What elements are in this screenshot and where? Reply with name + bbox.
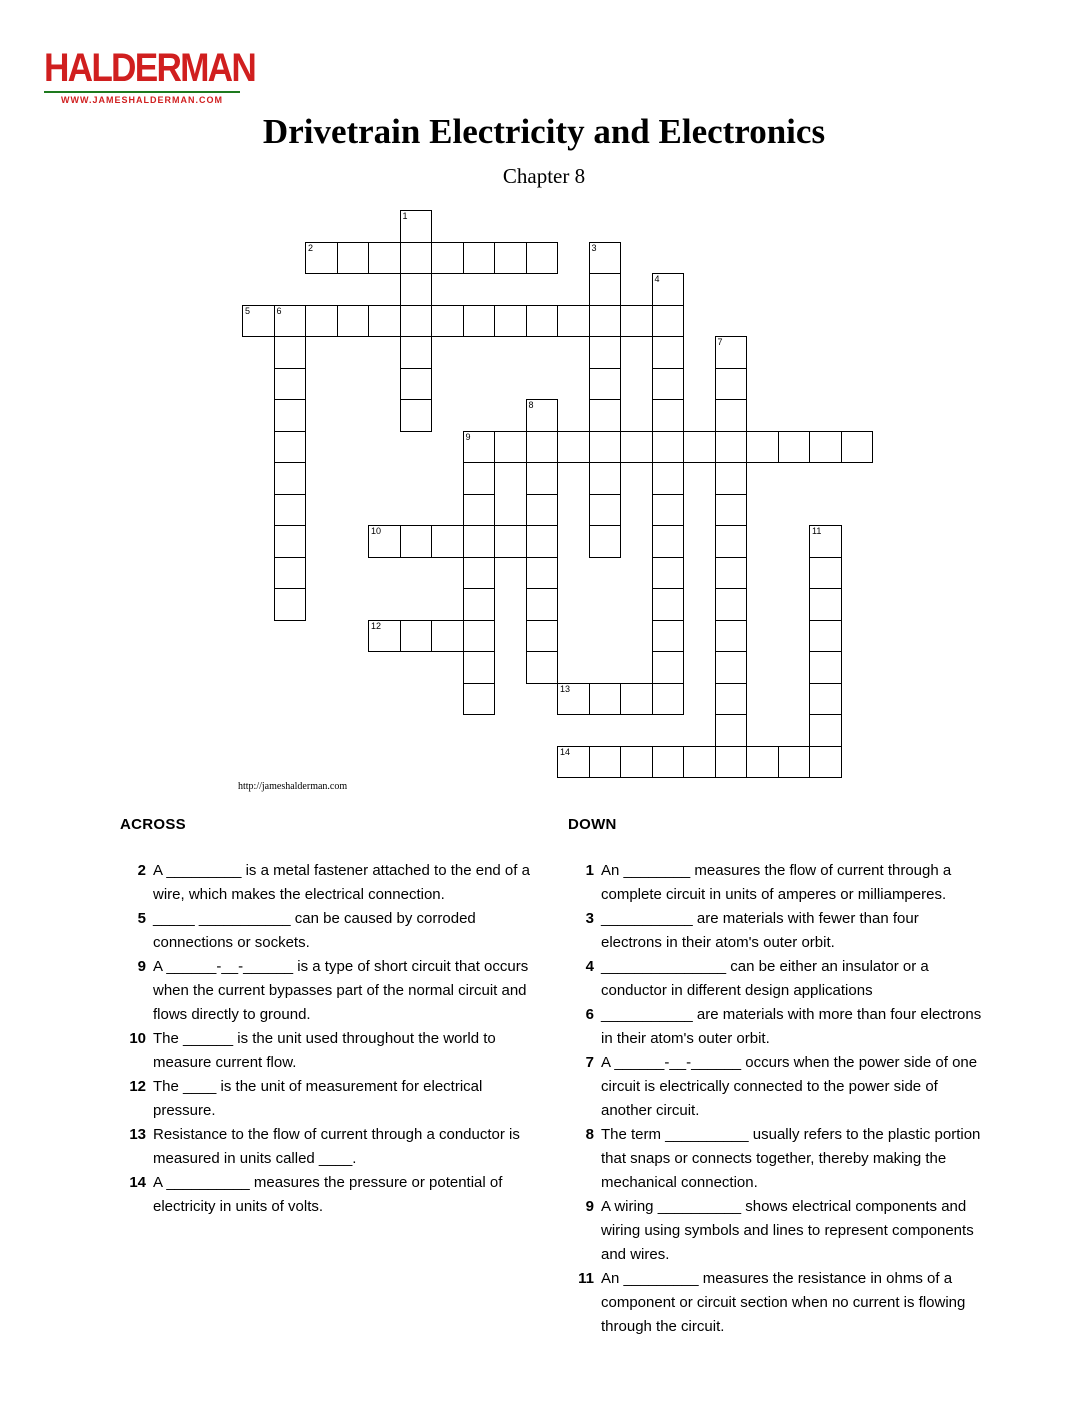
grid-cell[interactable] xyxy=(778,746,811,779)
grid-cell[interactable] xyxy=(494,242,527,275)
grid-cell[interactable] xyxy=(337,305,370,338)
grid-cell[interactable] xyxy=(652,557,685,590)
grid-cell[interactable] xyxy=(809,620,842,653)
grid-cell[interactable] xyxy=(274,305,307,338)
cell-number: 4 xyxy=(654,274,660,284)
grid-cell[interactable] xyxy=(589,525,622,558)
grid-cell[interactable] xyxy=(589,336,622,369)
grid-cell[interactable] xyxy=(526,557,559,590)
down-clues-section xyxy=(568,816,982,1339)
grid-cell[interactable] xyxy=(305,305,338,338)
grid-cell[interactable] xyxy=(526,620,559,653)
grid-cell[interactable] xyxy=(400,336,433,369)
grid-cell[interactable] xyxy=(715,525,748,558)
grid-cell[interactable] xyxy=(368,305,401,338)
clue-text: A _________ is a metal fastener attached to the end of a wire, which makes the electrical connection. xyxy=(153,862,530,903)
grid-cell[interactable] xyxy=(526,462,559,495)
grid-cell[interactable] xyxy=(589,494,622,527)
grid-cell[interactable] xyxy=(557,305,590,338)
cell-number: 3 xyxy=(591,242,597,253)
down-clue-list xyxy=(568,859,982,1339)
clue-item xyxy=(568,907,982,955)
grid-cell[interactable] xyxy=(652,368,685,401)
grid-cell[interactable] xyxy=(494,431,527,464)
page-subtitle: Chapter 8 xyxy=(502,164,586,188)
grid-cell[interactable] xyxy=(589,683,622,716)
grid-cell[interactable] xyxy=(494,525,527,558)
clue-item xyxy=(568,1123,982,1195)
grid-cell[interactable] xyxy=(715,399,748,432)
clue-number: 9 xyxy=(137,958,146,975)
grid-cell[interactable] xyxy=(368,242,401,275)
clue-text: A __________ measures the pressure or potential of electricity in units of volts. xyxy=(153,1174,503,1215)
grid-cell[interactable] xyxy=(715,683,748,716)
grid-cell[interactable] xyxy=(368,525,401,558)
grid-cell[interactable] xyxy=(526,242,559,275)
clue-number: 5 xyxy=(137,910,146,927)
grid-cell[interactable] xyxy=(589,242,622,275)
grid-cell[interactable] xyxy=(589,431,622,464)
clue-text: The ______ is the unit used throughout the world to measure current flow. xyxy=(153,1030,496,1071)
grid-cell[interactable] xyxy=(431,620,464,653)
grid-cell[interactable] xyxy=(463,305,496,338)
clue-number: 2 xyxy=(137,862,146,879)
cell-number: 14 xyxy=(560,746,571,757)
grid-cell[interactable] xyxy=(652,588,685,621)
grid-cell[interactable] xyxy=(652,746,685,779)
grid-cell[interactable] xyxy=(652,431,685,464)
grid-cell[interactable] xyxy=(526,525,559,558)
grid-cell[interactable] xyxy=(274,525,307,558)
grid-cell[interactable] xyxy=(526,399,559,432)
clue-item xyxy=(120,859,532,907)
grid-cell[interactable] xyxy=(589,399,622,432)
grid-cell[interactable] xyxy=(652,273,685,306)
grid-cell[interactable] xyxy=(809,746,842,779)
grid-cell[interactable] xyxy=(715,557,748,590)
grid-cell[interactable] xyxy=(589,462,622,495)
grid-cell[interactable] xyxy=(589,273,622,306)
clue-text: Resistance to the flow of current through a conductor is measured in units called ____. xyxy=(153,1126,520,1167)
grid-cell[interactable] xyxy=(463,683,496,716)
grid-cell[interactable] xyxy=(274,462,307,495)
grid-cell[interactable] xyxy=(715,746,748,779)
grid-cell[interactable] xyxy=(274,494,307,527)
clue-text: A ______-__-______ is a type of short circuit that occurs when the current bypasses part of the normal circuit and flows directly to ground. xyxy=(153,958,529,1023)
grid-cell[interactable] xyxy=(652,620,685,653)
grid-cell[interactable] xyxy=(337,242,370,275)
grid-cell[interactable] xyxy=(715,431,748,464)
grid-cell[interactable] xyxy=(652,462,685,495)
grid-cell[interactable] xyxy=(431,305,464,338)
cell-number: 11 xyxy=(812,526,822,536)
grid-cell[interactable] xyxy=(715,620,748,653)
cell-number: 6 xyxy=(276,305,282,316)
cell-number: 10 xyxy=(371,526,382,536)
grid-cell[interactable] xyxy=(305,242,338,275)
grid-cell[interactable] xyxy=(652,651,685,684)
clue-item xyxy=(120,1171,532,1219)
grid-cell[interactable] xyxy=(809,588,842,621)
grid-cell[interactable] xyxy=(242,305,275,338)
grid-cell[interactable] xyxy=(463,242,496,275)
grid-cell[interactable] xyxy=(715,588,748,621)
grid-cell[interactable] xyxy=(400,210,433,243)
grid-cell[interactable] xyxy=(809,651,842,684)
clue-text: The ____ is the unit of measurement for electrical pressure. xyxy=(153,1078,483,1119)
clue-text: _____ ___________ can be caused by corroded connections or sockets. xyxy=(153,910,476,951)
clue-number: 6 xyxy=(585,1006,594,1023)
clue-text: ___________ are materials with fewer than four electrons in their atom's outer orbit. xyxy=(601,910,919,951)
grid-cell[interactable] xyxy=(400,620,433,653)
grid-cell[interactable] xyxy=(368,620,401,653)
grid-cell[interactable] xyxy=(526,651,559,684)
grid-cell[interactable] xyxy=(746,431,779,464)
grid-cell[interactable] xyxy=(652,399,685,432)
clue-number: 10 xyxy=(129,1030,146,1047)
grid-cell[interactable] xyxy=(526,494,559,527)
logo-brand-text: HALDERMAN xyxy=(44,46,255,90)
grid-cell[interactable] xyxy=(715,336,748,369)
across-clue-list xyxy=(120,859,532,1219)
logo-url-text: WWW.JAMESHALDERMAN.COM xyxy=(61,95,223,105)
cell-number: 12 xyxy=(371,620,382,631)
grid-cell[interactable] xyxy=(841,431,874,464)
clue-item xyxy=(568,859,982,907)
grid-cell[interactable] xyxy=(620,305,653,338)
grid-cell[interactable] xyxy=(715,651,748,684)
grid-cell[interactable] xyxy=(463,651,496,684)
grid-cell[interactable] xyxy=(463,494,496,527)
grid-cell[interactable] xyxy=(274,399,307,432)
grid-cell[interactable] xyxy=(463,525,496,558)
cell-number: 7 xyxy=(717,337,723,347)
logo-accent-rule xyxy=(44,91,240,93)
grid-cell[interactable] xyxy=(463,557,496,590)
grid-cell[interactable] xyxy=(652,683,685,716)
grid-cell[interactable] xyxy=(715,462,748,495)
page-title: Drivetrain Electricity and Electronics xyxy=(262,112,826,151)
grid-cell[interactable] xyxy=(778,431,811,464)
clue-item xyxy=(120,1027,532,1075)
grid-cell[interactable] xyxy=(463,462,496,495)
grid-cell[interactable] xyxy=(809,431,842,464)
cell-number: 9 xyxy=(465,431,471,442)
grid-cell[interactable] xyxy=(526,588,559,621)
grid-cell[interactable] xyxy=(589,368,622,401)
grid-cell[interactable] xyxy=(809,683,842,716)
grid-cell[interactable] xyxy=(494,305,527,338)
clue-text: The term __________ usually refers to the plastic portion that snaps or connects together, thereby making the mechanical connection. xyxy=(601,1126,981,1191)
grid-cell[interactable] xyxy=(463,588,496,621)
grid-cell[interactable] xyxy=(620,746,653,779)
grid-cell[interactable] xyxy=(400,273,433,306)
clue-text: A wiring __________ shows electrical components and wiring using symbols and lines to represent components and wires. xyxy=(601,1198,974,1263)
grid-cell[interactable] xyxy=(683,431,716,464)
grid-cell[interactable] xyxy=(400,399,433,432)
across-header: ACROSS xyxy=(120,816,186,833)
grid-cell[interactable] xyxy=(746,746,779,779)
grid-cell[interactable] xyxy=(526,305,559,338)
clue-item xyxy=(120,907,532,955)
grid-cell[interactable] xyxy=(274,431,307,464)
clue-text: An ________ measures the flow of current through a complete circuit in units of amperes or milliamperes. xyxy=(601,862,952,903)
across-clues-section xyxy=(120,816,532,1219)
grid-cell[interactable] xyxy=(652,494,685,527)
cell-number: 1 xyxy=(402,211,408,221)
clue-item xyxy=(568,955,982,1003)
grid-cell[interactable] xyxy=(400,368,433,401)
grid-cell[interactable] xyxy=(274,588,307,621)
cell-number: 2 xyxy=(308,242,314,253)
clue-text: ___________ are materials with more than four electrons in their atom's outer orbit. xyxy=(601,1006,982,1047)
clue-item xyxy=(568,1003,982,1051)
clue-text: An _________ measures the resistance in ohms of a component or circuit section when no current is flowing through the circuit. xyxy=(601,1270,966,1335)
grid-cell[interactable] xyxy=(620,431,653,464)
grid-cell[interactable] xyxy=(274,336,307,369)
grid-cell[interactable] xyxy=(274,368,307,401)
cell-number: 5 xyxy=(245,305,251,316)
grid-cell[interactable] xyxy=(274,557,307,590)
grid-cell[interactable] xyxy=(557,683,590,716)
halderman-logo xyxy=(44,48,254,105)
grid-cell[interactable] xyxy=(400,525,433,558)
clue-item xyxy=(120,1075,532,1123)
grid-cell[interactable] xyxy=(715,714,748,747)
clue-number: 3 xyxy=(585,910,594,927)
grid-cell[interactable] xyxy=(431,242,464,275)
grid-cell[interactable] xyxy=(557,746,590,779)
clue-number: 14 xyxy=(129,1174,146,1191)
grid-cell[interactable] xyxy=(652,336,685,369)
grid-cell[interactable] xyxy=(463,431,496,464)
clue-text: A ______-__-______ occurs when the power side of one circuit is electrically connected to the power side of another circuit. xyxy=(601,1054,978,1119)
grid-cell[interactable] xyxy=(683,746,716,779)
grid-cell[interactable] xyxy=(463,620,496,653)
grid-cell[interactable] xyxy=(715,368,748,401)
grid-cell[interactable] xyxy=(809,525,842,558)
grid-cell[interactable] xyxy=(431,525,464,558)
clue-number: 12 xyxy=(129,1078,146,1095)
clue-number: 1 xyxy=(585,862,594,879)
clue-item xyxy=(568,1051,982,1123)
cell-number: 13 xyxy=(560,683,571,694)
grid-cell[interactable] xyxy=(620,683,653,716)
grid-cell[interactable] xyxy=(400,305,433,338)
grid-cell[interactable] xyxy=(589,746,622,779)
clue-number: 4 xyxy=(585,958,594,975)
grid-cell[interactable] xyxy=(809,557,842,590)
grid-cell[interactable] xyxy=(809,714,842,747)
clue-item xyxy=(568,1195,982,1267)
grid-cell[interactable] xyxy=(652,525,685,558)
clue-number: 13 xyxy=(129,1126,146,1143)
clue-item xyxy=(568,1267,982,1339)
grid-cell[interactable] xyxy=(526,431,559,464)
grid-cell[interactable] xyxy=(715,494,748,527)
grid-source-link[interactable]: http://jameshalderman.com xyxy=(238,781,348,792)
grid-cell[interactable] xyxy=(589,305,622,338)
clue-number: 9 xyxy=(585,1198,594,1215)
clue-number: 8 xyxy=(585,1126,594,1143)
grid-cell[interactable] xyxy=(652,305,685,338)
clue-text: _______________ can be either an insulator or a conductor in different design applications xyxy=(601,958,929,999)
cell-number: 8 xyxy=(528,400,534,410)
clue-item xyxy=(120,955,532,1027)
grid-cell[interactable] xyxy=(557,431,590,464)
clue-number: 7 xyxy=(585,1054,594,1071)
clue-item xyxy=(120,1123,532,1171)
clue-number: 11 xyxy=(578,1270,594,1287)
down-header: DOWN xyxy=(568,816,617,833)
grid-cell[interactable] xyxy=(400,242,433,275)
